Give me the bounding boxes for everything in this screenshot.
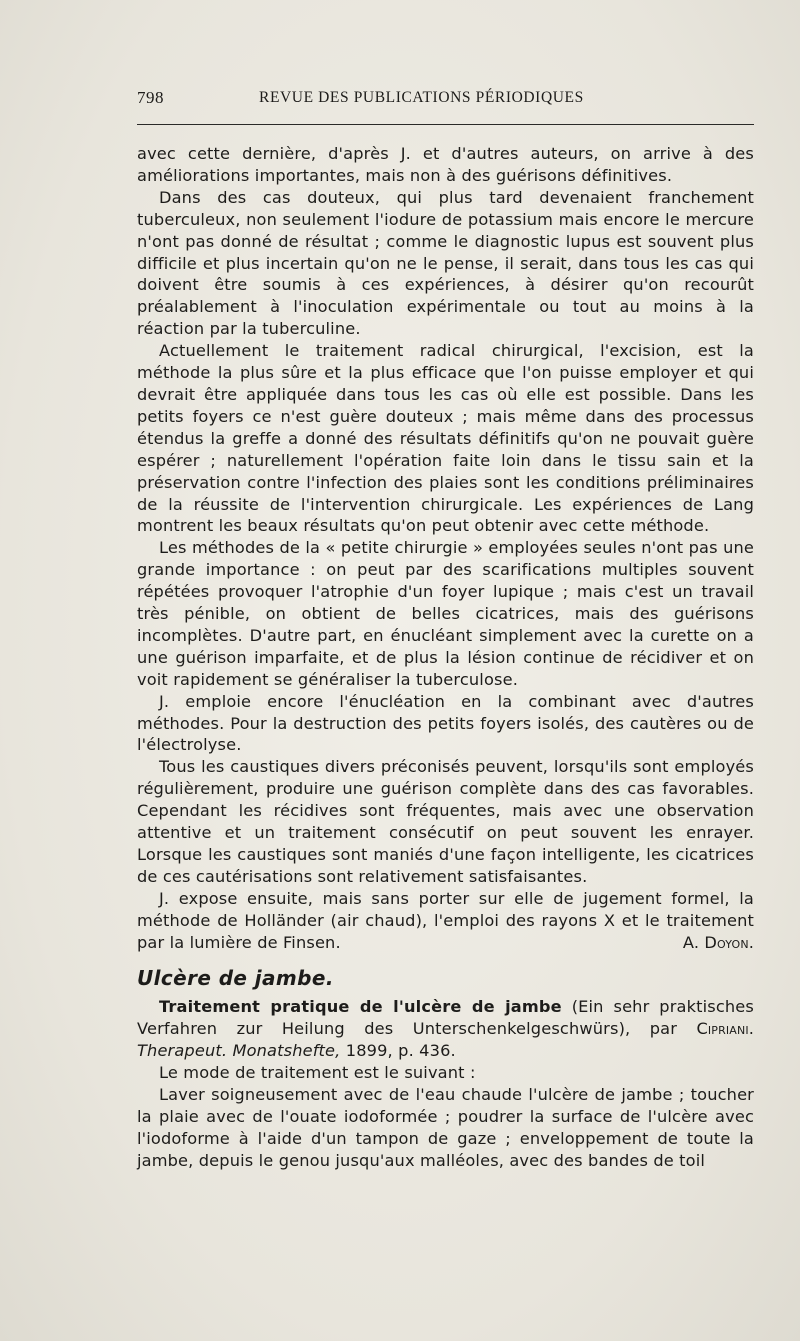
- citation: 1899, p. 436.: [345, 1041, 456, 1061]
- article-ref-text: (Ein sehr praktisches Verfahren zur Heilung des Unterschenkelgeschwürs), par: [137, 997, 755, 1039]
- paragraph-text: J. expose ensuite, mais sans porter sur elle de jugement formel, la méthode de Holländer (air chaud), l'emploi des rayons X et le traitement par la lumière de Finsen.: [137, 888, 754, 952]
- article-author: Cipriani.: [696, 1019, 755, 1039]
- paragraph: Laver soigneusement avec de l'eau chaude l'ulcère de jambe ; toucher la plaie avec de l'ouate iodoformée ; poudrer la surface de l'ulcère avec l'iodoforme à l'aide d'un tampon de gaze ; enveloppement de toute la jambe, depuis le genou jusqu'aux malléoles, avec des bandes de toil: [137, 1085, 754, 1170]
- header-rule: [137, 124, 754, 125]
- paragraph: Les méthodes de la « petite chirurgie » employées seules n'ont pas une grande importance : on peut par des scarifications multiples souvent répétées provoquer l'atrophie d'un foyer lupique ; mais c'est un travail très pénible, on obtient de belles cicatrices, mais des guérisons incomplètes. D'autre part, en énucléant simplement avec la curette on a une guérison imparfaite, et de plus la lésion continue de récidiver et on voit rapidement se généraliser la tuberculose.: [137, 538, 754, 689]
- paragraph: Actuellement le traitement radical chirurgical, l'excision, est la méthode la plus sûre et la plus efficace que l'on puisse employer et qui devrait être appliquée dans tous les cas où elle est possible. Dans les petits foyers ce n'est guère douteux ; mais même dans des processus étendus la greffe a donné des résultats définitifs qu'on ne pouvait guère espérer ; naturellement l'opération faite loin dans le tissu sain et la préservation contre l'infection des plaies sont les conditions préliminaires de la réussite de l'intervention chirurgicale. Les expériences de Lang montrent les beaux résultats qu'on peut obtenir avec cette méthode.: [137, 341, 754, 536]
- paragraph: J. emploie encore l'énucléation en la combinant avec d'autres méthodes. Pour la destruction des petits foyers isolés, des cautères ou de l'électrolyse.: [137, 691, 754, 755]
- section-heading: Ulcère de jambe.: [137, 965, 334, 990]
- paragraph: Tous les caustiques divers préconisés peuvent, lorsqu'ils sont employés régulièrement, produire une guérison complète dans des cas favorables. Cependant les récidives sont fréquentes, mais avec une observation attentive et un traitement consécutif on peut souvent les enrayer. Lorsque les caustiques sont maniés d'une façon intelligente, les cicatrices de ces cautérisations sont relativement satisfaisantes.: [137, 757, 754, 886]
- page-header: [137, 88, 754, 112]
- paragraph: avec cette dernière, d'après J. et d'autres auteurs, on arrive à des améliorations importantes, mais non à des guérisons définitives.: [137, 144, 754, 185]
- paragraph-with-signature: [137, 888, 754, 954]
- paragraph: Dans des cas douteux, qui plus tard devenaient franchement tuberculeux, non seulement l'iodure de potassium mais encore le mercure n'ont pas donné de résultat ; comme le diagnostic lupus est souvent plus difficile et plus incertain qu'on ne le pense, il serait, dans tous les cas qui doivent être soumis à ces expériences, à désirer qu'on recourût préalablement à l'inoculation expérimentale ou tout au moins à la réaction par la tuberculine.: [137, 187, 754, 339]
- article-reference: [137, 996, 754, 1062]
- author-signature: A. Doyon.: [682, 932, 754, 952]
- running-title: REVUE DES PUBLICATIONS PÉRIODIQUES: [259, 89, 584, 106]
- journal-name: Therapeut. Monatshefte,: [137, 1041, 341, 1061]
- article-title: Traitement pratique de l'ulcère de jambe: [159, 997, 562, 1017]
- paragraph: Le mode de traitement est le suivant :: [159, 1063, 476, 1083]
- page-number: 798: [137, 88, 164, 107]
- article-body: [137, 143, 754, 1172]
